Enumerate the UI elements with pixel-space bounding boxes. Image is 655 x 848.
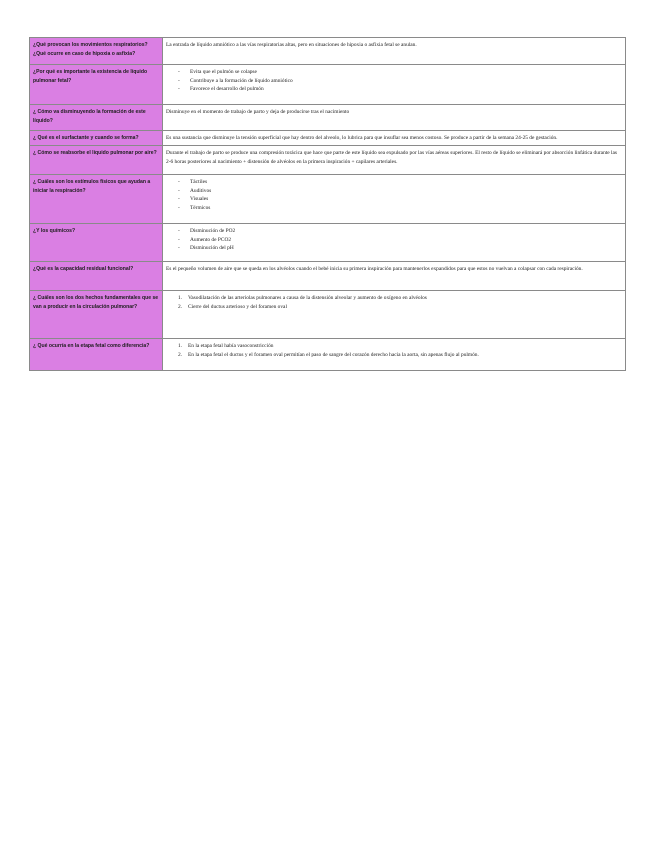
answer-cell — [163, 175, 626, 224]
list-item-text: Vasodilatación de las arteriolas pulmonares a causa de la distensión alveolar y aumento de oxígeno en alvéolos — [188, 295, 427, 301]
question-cell — [30, 105, 163, 131]
answer-list — [166, 342, 622, 359]
list-item: - Visuales — [178, 195, 622, 204]
list-item: - Disminución del pH — [178, 244, 622, 253]
table-row — [30, 262, 626, 291]
question-cell — [30, 65, 163, 105]
list-number: 1. — [178, 343, 183, 349]
answer-cell — [163, 146, 626, 175]
answer-text: La entrada de líquido amniótico a las vías respiratorias altas, pero en situaciones de hipoxia o asfixia fetal se anulan. — [166, 42, 417, 48]
answer-cell — [163, 339, 626, 371]
question-text: ¿ Cómo se reabsorbe el líquido pulmonar por aire? — [33, 150, 157, 156]
list-item — [178, 342, 622, 351]
table-row — [30, 65, 626, 105]
answer-cell — [163, 65, 626, 105]
answer-cell — [163, 262, 626, 291]
table-row — [30, 146, 626, 175]
question-cell — [30, 38, 163, 65]
question-text: ¿ Qué ocurría en la etapa fetal como diferencia? — [33, 343, 150, 349]
question-text: ¿ Cuáles son los dos hechos fundamentales que se van a producir en la circulación pulmonar? — [33, 295, 159, 310]
question-cell — [30, 224, 163, 262]
answer-text: Es el pequeño volumen de aire que se queda en los alvéolos cuando el bebé inicia su primera inspiración para mantenerlos expandidos para que estos no vuelvan a colapsar con cada respiración. — [166, 266, 583, 272]
list-number: 2. — [178, 303, 183, 310]
question-cell — [30, 339, 163, 371]
question-cell — [30, 146, 163, 175]
question-cell — [30, 131, 163, 146]
answer-list — [166, 294, 622, 311]
question-text: ¿Y los químicos? — [33, 228, 76, 234]
list-item — [178, 303, 622, 312]
list-item: - Táctiles — [178, 178, 622, 187]
list-item: - Contribuye a la formación de líquido amniótico — [178, 77, 622, 86]
question-cell — [30, 291, 163, 339]
list-item: - Evita que el pulmón se colapse — [178, 68, 622, 77]
table-row — [30, 291, 626, 339]
answer-cell — [163, 38, 626, 65]
question-text: ¿Qué es la capacidad residual funcional? — [33, 266, 134, 272]
list-item — [178, 351, 622, 360]
answer-list — [166, 178, 622, 212]
table-row — [30, 339, 626, 371]
list-item: - Favorece el desarrollo del pulmón — [178, 85, 622, 94]
question-cell — [30, 175, 163, 224]
list-item: - Aumento de PCO2 — [178, 236, 622, 245]
list-number: 1. — [178, 295, 183, 301]
answer-list — [166, 68, 622, 94]
answer-text: Es una sustancia que disminuye la tensión superficial que hay dentro del alveolo, lo lubrica para que insuflar sea menos costoso. Se produce a partir de la semana 24-25 de gestación. — [166, 135, 558, 141]
list-item-text: Cierre del ductus arterioso y del foramen oval — [188, 303, 287, 310]
list-item — [178, 294, 622, 303]
question-text: ¿ Cómo va disminuyendo la formación de este líquido? — [33, 109, 146, 124]
list-item: - Auditivos — [178, 187, 622, 196]
table-row — [30, 38, 626, 65]
qa-table — [29, 37, 626, 371]
answer-text: Disminuye en el momento de trabajo de parto y deja de producirse tras el nacimiento — [166, 109, 350, 115]
list-item: - Térmicos — [178, 204, 622, 213]
list-item-text: En la etapa fetal había vasoconstricción — [188, 343, 274, 349]
answer-text: Durante el trabajo de parto se produce una compresión torácica que hace que parte de este líquido sea expulsado por las vías aéreas superiores. El resto de líquido se eliminará por absorción linfática durante las 2-6 horas posteriores al nacimiento + distensión de alvéolos en la primera inspiración + capilares arteriales. — [166, 150, 617, 165]
question-text: ¿ Qué es el surfactante y cuando se forma? — [33, 135, 139, 141]
table-row — [30, 175, 626, 224]
table-row — [30, 224, 626, 262]
answer-cell — [163, 131, 626, 146]
answer-list — [166, 227, 622, 253]
question-text: ¿ Cuáles son los estímulos físicos que ayudan a iniciar la respiración? — [33, 179, 151, 194]
list-item-text: En la etapa fetal el ductus y el foramen oval permitían el paso de sangre del corazón derecho hacia la aorta, sin apenas flujo al pulmón. — [188, 351, 479, 358]
answer-cell — [163, 105, 626, 131]
question-text: ¿Qué ocurre en caso de hipoxia o asfixia? — [33, 50, 136, 57]
question-text: ¿Por qué es importante la existencia de líquido pulmonar fetal? — [33, 69, 148, 84]
answer-cell — [163, 224, 626, 262]
table-row — [30, 131, 626, 146]
table-row — [30, 105, 626, 131]
answer-cell — [163, 291, 626, 339]
list-number: 2. — [178, 351, 183, 358]
question-text: ¿Qué provocan los movimientos respiratorios? — [33, 42, 148, 48]
question-cell — [30, 262, 163, 291]
list-item: - Disminución de PO2 — [178, 227, 622, 236]
